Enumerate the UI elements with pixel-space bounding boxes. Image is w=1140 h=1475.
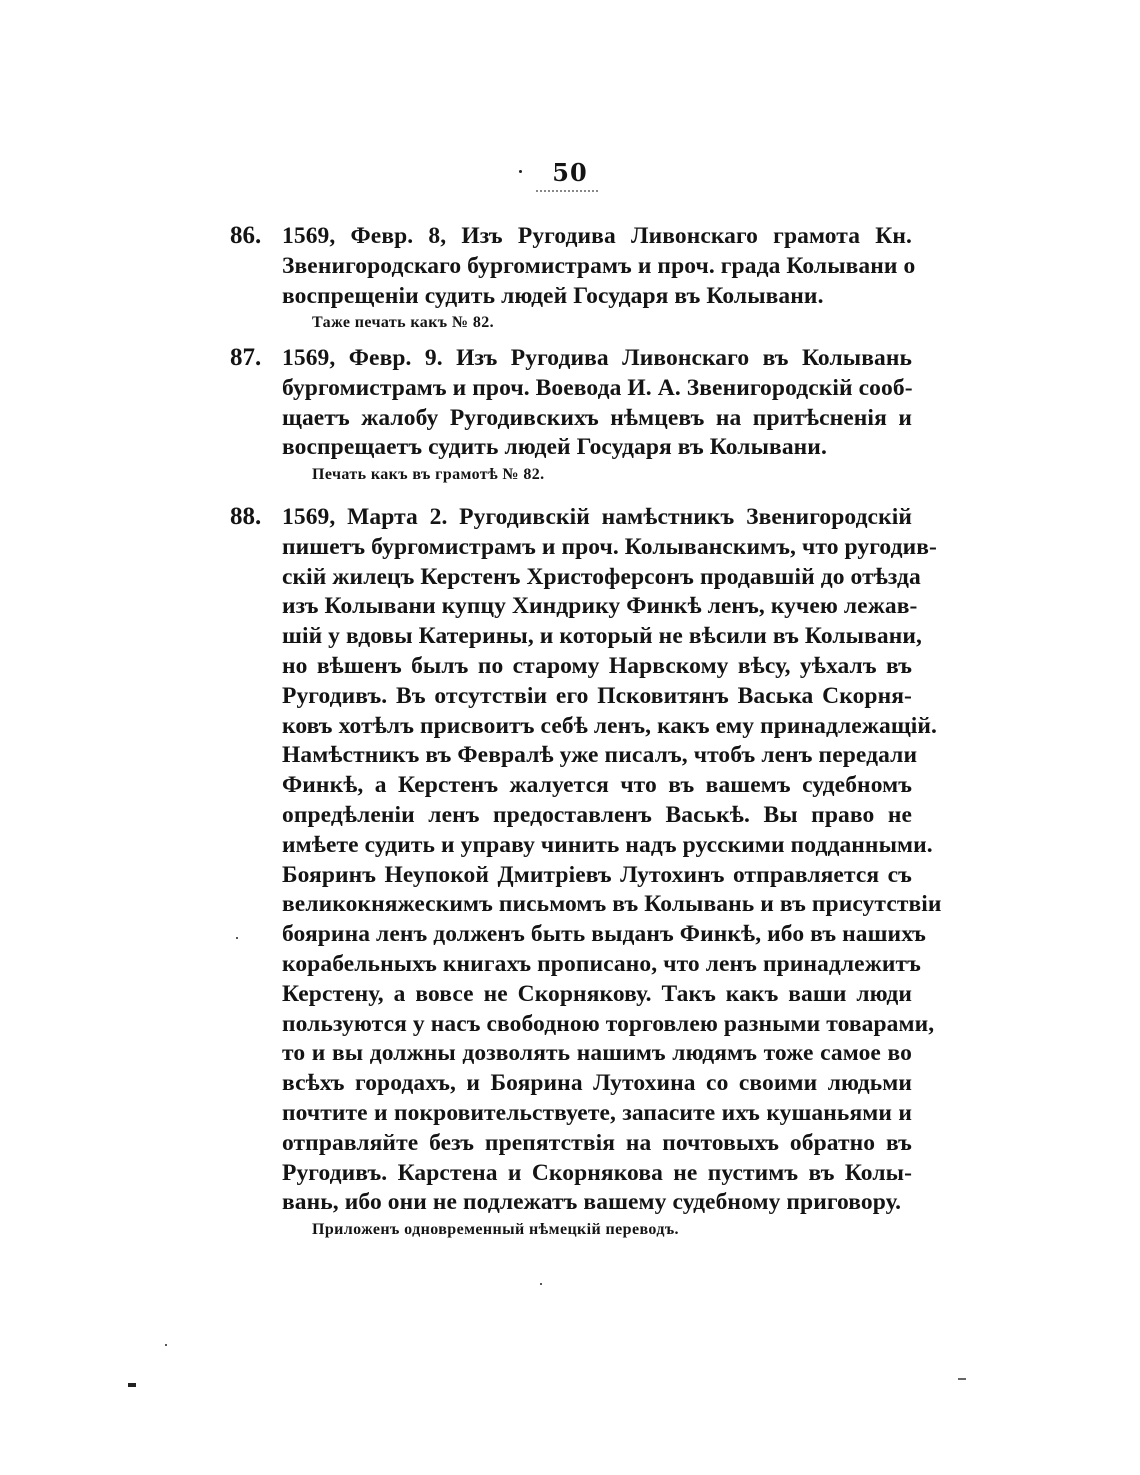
entry-line: изъ Колывани купцу Хиндрику Финкѣ ленъ, кучею лежав- — [282, 593, 918, 620]
entry-line: щаетъ жалобу Ругодивскихъ нѣмцевъ на притѣсненiя и — [282, 404, 912, 431]
entry-line: корабельныхъ книгахъ прописано, что ленъ принадлежитъ — [282, 950, 921, 977]
entry-number: 86. — [230, 222, 262, 249]
entry-body — [282, 344, 912, 484]
scan-speck — [128, 1383, 136, 1387]
seal-note: Приложенъ одновременный нѣмецкiй переводъ. — [312, 1221, 679, 1239]
scan-speck — [540, 1283, 542, 1285]
entry-line: 1569, Марта 2. Ругодивскiй намѣстникъ Звенигородскiй — [282, 504, 912, 530]
entry-line: всѣхъ городахъ, и Боярина Лутохина со своими людьми — [282, 1070, 912, 1097]
entry-line: Звенигородскаго бургомистрамъ и проч. града Колывани о — [282, 252, 916, 279]
entry-line: ковъ хотѣлъ присвоитъ себѣ ленъ, какъ ему принадлежащiй. — [282, 712, 938, 739]
entry-number: 88. — [230, 503, 262, 530]
entry-body — [282, 222, 916, 332]
entry-line: то и вы должны дозволять нашимъ людямъ тоже самое во — [282, 1040, 912, 1067]
entry-line: 1569, Февр. 8, Изъ Ругодива Ливонскаго грамота Кн. — [282, 223, 912, 249]
entry-line: пользуются у насъ свободною торговлею разными товарами, — [282, 1010, 935, 1037]
page-number: 50 — [552, 158, 588, 187]
entry-line: почтите и покровительствуете, запасите ихъ кушаньями и — [282, 1099, 912, 1126]
entry-line: бургомистрамъ и проч. Воевода И. А. Звенигородскiй сооб- — [282, 374, 913, 401]
entry-number: 87. — [230, 344, 262, 371]
entry-line: воспрещаетъ судить людей Государя въ Колывани. — [282, 434, 827, 461]
page-number-rule — [536, 190, 598, 192]
entry-line: шiй у вдовы Катерины, и который не вѣсили въ Колывани, — [282, 623, 923, 650]
scan-speck — [165, 1344, 167, 1346]
seal-note: Печать какъ въ грамотѣ № 82. — [312, 466, 545, 484]
scan-speck — [958, 1378, 966, 1380]
scan-speck — [519, 170, 522, 173]
entry-line: Финкѣ, а Керстенъ жалуется что въ вашемъ судебномъ — [282, 772, 912, 799]
entry-line: скiй жилецъ Керстенъ Христоферсонъ продавшiй до отѣзда — [282, 563, 921, 590]
entry-line: отправляйте безъ препятствiя на почтовыхъ обратно въ — [282, 1129, 912, 1156]
entry-line: воспрещенiи судить людей Государя въ Колывани. — [282, 282, 824, 309]
entry-line: боярина ленъ долженъ быть выданъ Финкѣ, ибо въ нашихъ — [282, 921, 926, 948]
entry-line: но вѣшенъ былъ по старому Нарвскому вѣсу, уѣхалъ въ — [282, 652, 912, 679]
entry-line: Ругодивъ. Карстена и Скорнякова не пустимъ въ Колы- — [282, 1159, 912, 1186]
entry-line: вань, ибо они не подлежатъ вашему судебному приговору. — [282, 1189, 902, 1216]
entry-line: опредѣленiи ленъ предоставленъ Васькѣ. Вы право не — [282, 801, 912, 828]
entry-line: Ругодивъ. Въ отсутствiи его Псковитянъ Васька Скорня- — [282, 682, 912, 709]
entry-body — [282, 503, 942, 1239]
entry-line: великокняжескимъ письмомъ въ Колывань и въ присутствiи — [282, 891, 942, 918]
scan-speck — [236, 937, 238, 939]
entry-line: имѣете судить и управу чинить надъ русскими подданными. — [282, 831, 933, 858]
entry-line: Бояринъ Неупокой Дмитрiевъ Лутохинъ отправляется съ — [282, 861, 912, 888]
entry-line: Керстену, а вовсе не Скорнякову. Такъ какъ ваши люди — [282, 980, 912, 1007]
entry-line: Намѣстникъ въ Февралѣ уже писалъ, чтобъ ленъ передали — [282, 742, 918, 769]
seal-note: Таже печать какъ № 82. — [312, 314, 495, 332]
entry-line: пишетъ бургомистрамъ и проч. Колыванскимъ, что ругодив- — [282, 533, 937, 560]
entry-line: 1569, Февр. 9. Изъ Ругодива Ливонскаго въ Колывань — [282, 345, 912, 371]
